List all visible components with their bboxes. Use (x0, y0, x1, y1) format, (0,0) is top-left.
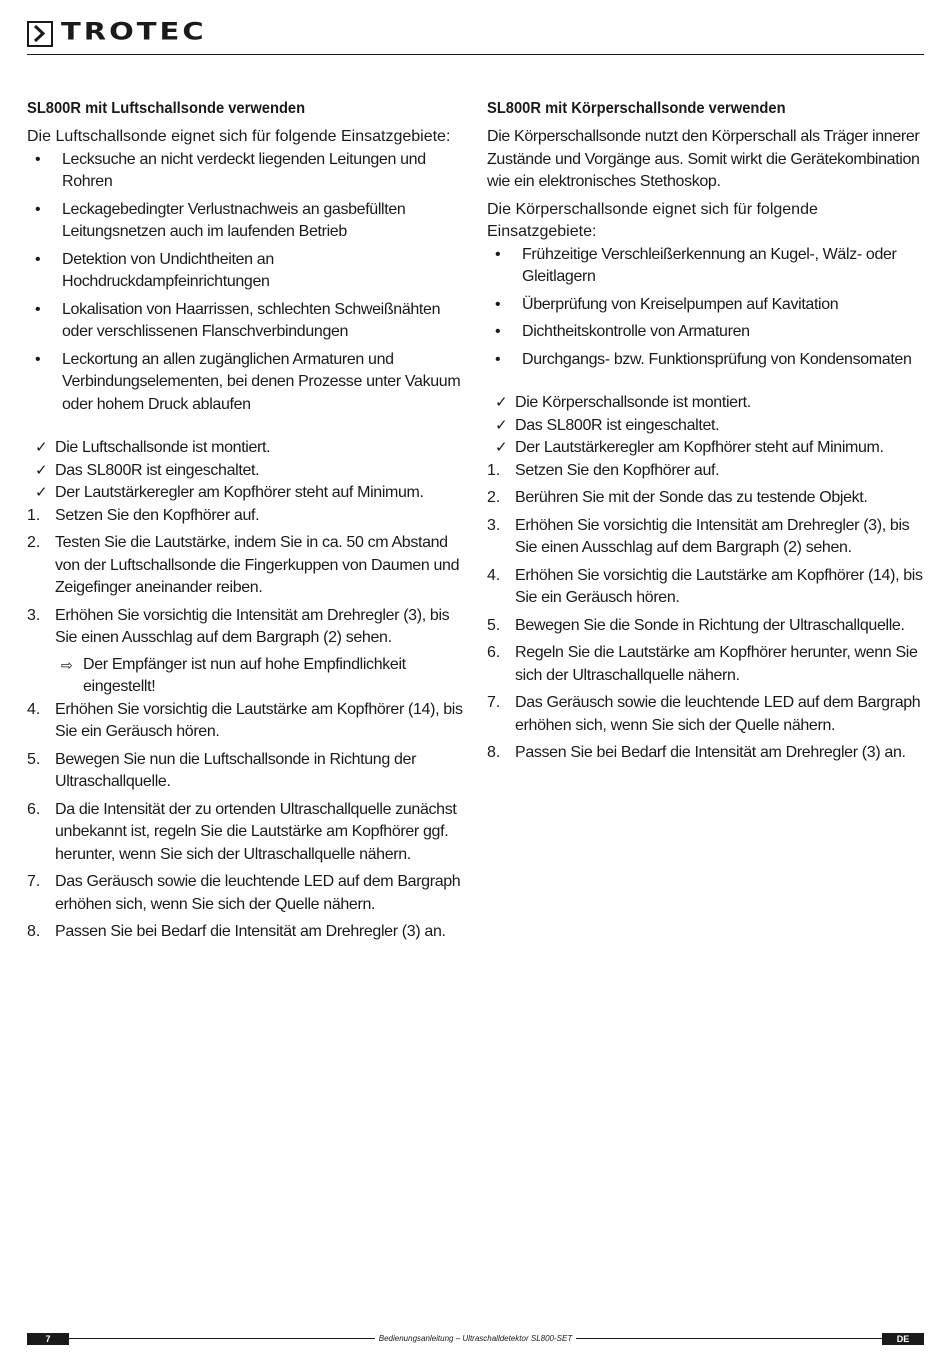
bullet-item (487, 294, 927, 317)
check-item (27, 460, 467, 483)
bullet-marker: • (35, 300, 41, 318)
text-line: Das Geräusch sowie die leuchtende LED auf dem Bargraph (515, 694, 921, 711)
text-line: Setzen Sie den Kopfhörer auf. (55, 506, 260, 524)
text-line: Passen Sie bei Bedarf die Intensität am Drehregler (3) an. (55, 923, 446, 940)
text-line: eingestellt! (83, 678, 156, 695)
bullet-marker: • (35, 150, 41, 168)
text-line: Der Empfänger ist nun auf hohe Empfindlichkeit (83, 655, 406, 673)
step-number: 6. (487, 644, 501, 661)
bullet-marker: • (495, 323, 501, 340)
step-number: 5. (487, 616, 501, 634)
intro-text: Die Luftschallsonde eignet sich für folgende Einsatzgebiete: (27, 128, 451, 145)
check-item (487, 437, 927, 460)
text-line: wie ein elektronisches Stethoskop. (487, 173, 721, 190)
text-line: Frühzeitige Verschleißerkennung an Kugel-, Wälz- oder (522, 245, 897, 263)
check-item (27, 482, 467, 505)
text-line: Detektion von Undichtheiten an (62, 250, 274, 268)
step-number: 4. (27, 700, 41, 718)
text-line: Erhöhen Sie vorsichtig die Intensität am Drehregler (3), bis (515, 516, 910, 534)
page-number: 7 (27, 1333, 69, 1345)
num-item (27, 605, 467, 650)
num-item (27, 921, 467, 944)
text-line: Lecksuche an nicht verdeckt liegenden Leitungen und (62, 150, 426, 168)
bullet-marker: • (35, 200, 41, 218)
bullet-item (27, 349, 467, 417)
text-line: Die Körperschallsonde nutzt den Körperschall als Träger innerer (487, 128, 920, 145)
page-header (27, 18, 924, 58)
num-item (487, 692, 927, 737)
text-line: Gleitlagern (522, 268, 596, 285)
bullet-marker: • (495, 295, 501, 313)
check-item (27, 437, 467, 460)
bullet-item (27, 149, 467, 194)
page-footer (27, 1333, 924, 1345)
text-line: Ultraschallquelle. (55, 773, 171, 790)
footer-title: Bedienungsanleitung – Ultraschalldetektor SL800-SET (375, 1334, 576, 1343)
text-line: Testen Sie die Lautstärke, indem Sie in ca. 50 cm Abstand (55, 534, 448, 551)
bullet-item (27, 299, 467, 344)
text-line: oder hohem Druck ablaufen (62, 395, 251, 413)
text-line: Setzen Sie den Kopfhörer auf. (515, 461, 720, 479)
text-line: erhöhen sich, wenn Sie sich der Quelle nähern. (515, 716, 836, 734)
check-icon: ✓ (495, 439, 508, 456)
step-number: 3. (487, 516, 501, 534)
bullet-item (487, 321, 927, 344)
check-icon: ✓ (35, 439, 48, 456)
text-line: Erhöhen Sie vorsichtig die Lautstärke am Kopfhörer (14), bis (515, 566, 923, 584)
spacer (27, 421, 467, 437)
text-line: Sie ein Geräusch hören. (55, 723, 220, 740)
bullet-item (487, 349, 927, 372)
check-icon: ✓ (35, 484, 48, 501)
num-item (487, 565, 927, 610)
brand-logo: TROTEC (61, 17, 207, 46)
header-rule (27, 54, 924, 55)
num-item (487, 515, 927, 560)
bullet-marker: • (495, 350, 501, 368)
step-number: 8. (487, 744, 501, 761)
text-line: Sie einen Ausschlag auf dem Bargraph (2) sehen. (515, 539, 852, 556)
text-line: Da die Intensität der zu ortenden Ultraschallquelle zunächst (55, 800, 457, 818)
text-line: Das SL800R ist eingeschaltet. (515, 416, 720, 434)
check-item (487, 415, 927, 438)
text-line: herunter, wenn Sie sich der Ultraschallquelle nähern. (55, 845, 411, 863)
step-number: 1. (487, 461, 501, 479)
paragraph (487, 126, 927, 194)
text-line: Regeln Sie die Lautstärke am Kopfhörer herunter, wenn Sie (515, 644, 918, 661)
text-line: Leckagebedingter Verlustnachweis an gasbefüllten (62, 200, 406, 218)
step-number: 6. (27, 800, 41, 818)
text-line: Bewegen Sie die Sonde in Richtung der Ultraschallquelle. (515, 616, 905, 634)
text-line: Zustände und Vorgänge aus. Somit wirkt die Gerätekombination (487, 150, 920, 168)
num-item (27, 871, 467, 916)
step-number: 8. (27, 923, 41, 940)
logo-chevron-icon (27, 21, 53, 47)
text-line: Der Lautstärkeregler am Kopfhörer steht auf Minimum. (55, 484, 424, 501)
text-line: Durchgangs- bzw. Funktionsprüfung von Kondensomaten (522, 350, 912, 368)
text-line: Dichtheitskontrolle von Armaturen (522, 323, 750, 340)
text-line: erhöhen sich, wenn Sie sich der Quelle nähern. (55, 895, 376, 913)
check-icon: ✓ (495, 394, 508, 411)
text-line: Sie einen Ausschlag auf dem Bargraph (2) sehen. (55, 629, 392, 646)
language-badge: DE (882, 1333, 924, 1345)
section-heading: SL800R mit Körperschallsonde verwenden (487, 100, 786, 117)
text-line: Rohren (62, 173, 113, 190)
text-line: Bewegen Sie nun die Luftschallsonde in Richtung der (55, 750, 417, 768)
text-line: Überprüfung von Kreiselpumpen auf Kavitation (522, 295, 839, 313)
num-item (487, 615, 927, 638)
text-line: Leckortung an allen zugänglichen Armaturen und (62, 350, 394, 368)
text-line: Verbindungselementen, bei denen Prozesse unter Vakuum (62, 373, 461, 390)
step-number: 1. (27, 506, 41, 524)
text-line: Die Luftschallsonde ist montiert. (55, 439, 271, 456)
text-line: unbekannt ist, regeln Sie die Lautstärke am Kopfhörer ggf. (55, 823, 449, 840)
bullet-item (27, 249, 467, 294)
step-number: 2. (487, 489, 501, 506)
text-line: Lokalisation von Haarrissen, schlechten Schweißnähten (62, 300, 441, 318)
text-line: von der Luftschallsonde die Fingerkuppen von Daumen und (55, 556, 460, 574)
intro-text: Die Körperschallsonde eignet sich für folgende Einsatzgebiete: (487, 200, 818, 240)
step-number: 3. (27, 606, 41, 624)
text-line: Hochdruckdampfeinrichtungen (62, 273, 270, 290)
check-item (487, 392, 927, 415)
text-line: Das Geräusch sowie die leuchtende LED auf dem Bargraph (55, 873, 461, 890)
text-line: Erhöhen Sie vorsichtig die Intensität am Drehregler (3), bis (55, 606, 450, 624)
step-number: 7. (487, 694, 501, 711)
num-item (27, 505, 467, 528)
num-item (27, 799, 467, 867)
check-icon: ✓ (495, 416, 508, 434)
spacer (487, 376, 927, 392)
num-item (27, 532, 467, 600)
res-item (27, 654, 467, 699)
text-line: Der Lautstärkeregler am Kopfhörer steht auf Minimum. (515, 439, 884, 456)
text-line: Erhöhen Sie vorsichtig die Lautstärke am Kopfhörer (14), bis (55, 700, 463, 718)
step-number: 2. (27, 534, 41, 551)
num-item (27, 749, 467, 794)
check-icon: ✓ (35, 461, 48, 479)
bullet-marker: • (495, 245, 501, 263)
num-item (487, 487, 927, 510)
num-item (487, 742, 927, 765)
text-line: sich der Ultraschallquelle nähern. (515, 666, 740, 684)
text-line: oder verschlissenen Flanschverbindungen (62, 323, 349, 340)
section-heading: SL800R mit Luftschallsonde verwenden (27, 100, 306, 117)
step-number: 5. (27, 750, 41, 768)
step-number: 4. (487, 566, 501, 584)
num-item (487, 460, 927, 483)
bullet-item (27, 199, 467, 244)
num-item (27, 699, 467, 744)
text-line: Leitungsnetzen auch im laufenden Betrieb (62, 223, 347, 240)
text-line: Passen Sie bei Bedarf die Intensität am Drehregler (3) an. (515, 744, 906, 761)
right-column (487, 98, 927, 770)
num-item (487, 642, 927, 687)
bullet-marker: • (35, 250, 41, 268)
bullet-marker: • (35, 350, 41, 368)
result-arrow-icon: ⇨ (61, 656, 73, 673)
bullet-item (487, 244, 927, 289)
text-line: Berühren Sie mit der Sonde das zu testende Objekt. (515, 489, 868, 506)
step-number: 7. (27, 873, 41, 890)
text-line: Die Körperschallsonde ist montiert. (515, 394, 751, 411)
text-line: Sie ein Geräusch hören. (515, 589, 680, 606)
text-line: Das SL800R ist eingeschaltet. (55, 461, 260, 479)
left-column (27, 98, 467, 949)
text-line: Zeigefinger aneinander reiben. (55, 579, 263, 596)
